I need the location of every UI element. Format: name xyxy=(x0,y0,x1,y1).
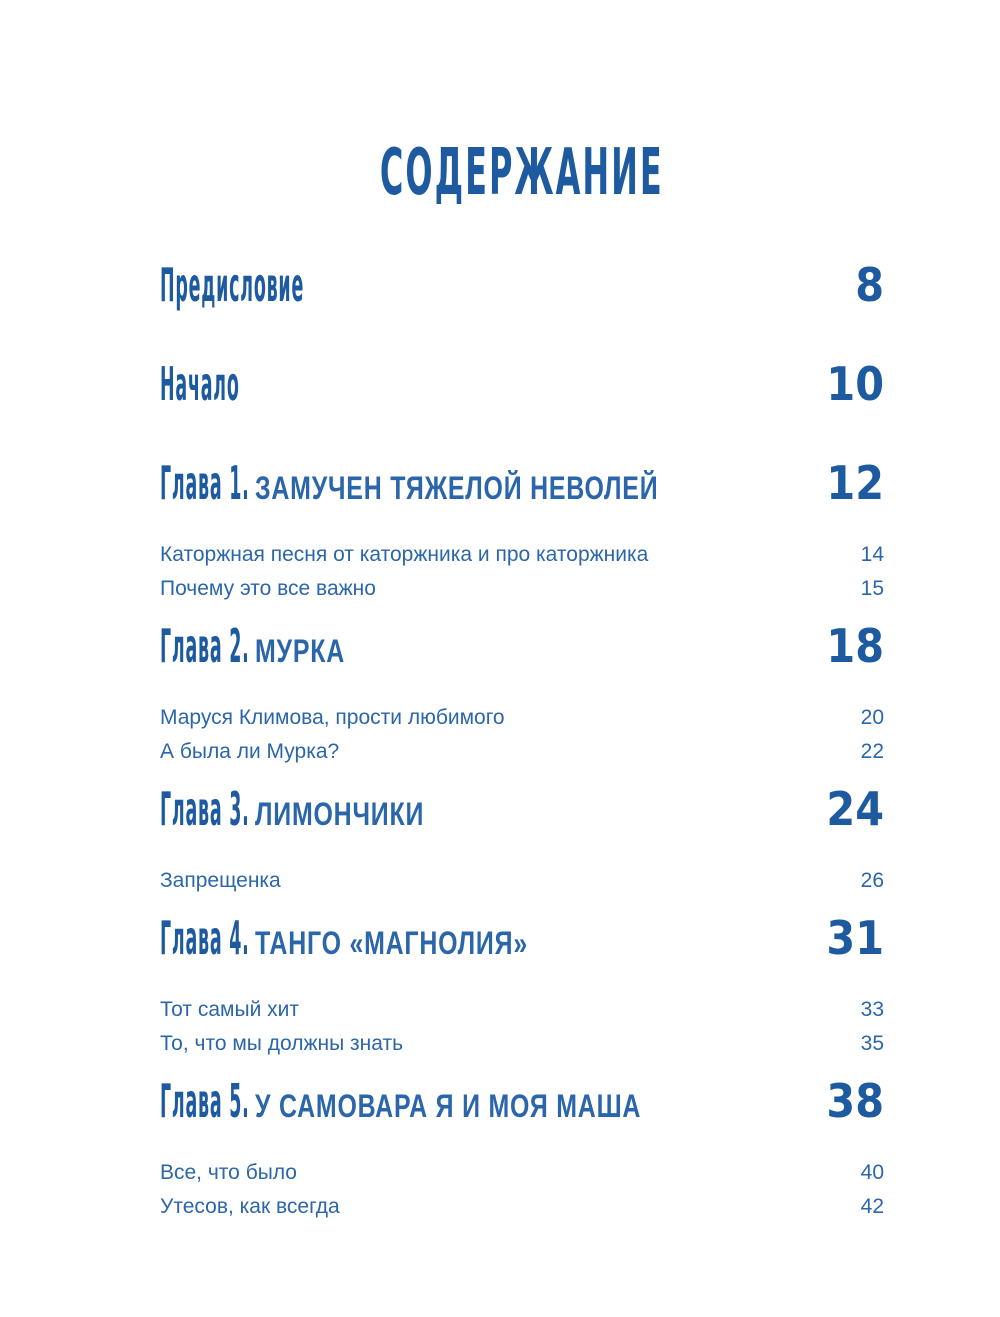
chapter-number-prefix: Глава 4. xyxy=(160,911,250,965)
page-title-row xyxy=(160,136,884,222)
entry-label: То, что мы должны знать xyxy=(160,1032,404,1055)
toc-entry-sub xyxy=(160,1157,884,1191)
toc-entry-sub xyxy=(160,994,884,1028)
entry-label: Почему это все важно xyxy=(160,577,376,600)
toc-entry-chapter xyxy=(160,619,884,681)
page-number: 12 xyxy=(826,456,884,510)
page-number: 26 xyxy=(860,869,884,892)
toc-entry-chapter xyxy=(160,456,884,518)
entry-label: Запрещенка xyxy=(160,869,281,892)
page-number: 18 xyxy=(826,619,884,673)
toc-entry-sub xyxy=(160,1191,884,1225)
page-number: 14 xyxy=(860,543,884,566)
page-number: 33 xyxy=(860,998,884,1021)
page-number: 10 xyxy=(826,357,884,411)
chapter-title: ЗАМУЧЕН ТЯЖЕЛОЙ НЕВОЛЕЙ xyxy=(254,470,659,506)
page-number: 38 xyxy=(826,1074,884,1128)
chapter-title: ЛИМОНЧИКИ xyxy=(254,796,425,832)
entry-label: Утесов, как всегда xyxy=(160,1195,340,1218)
toc-entry-sub xyxy=(160,865,884,899)
chapter-number-prefix: Глава 3. xyxy=(160,782,250,836)
page-number: 20 xyxy=(860,706,884,729)
toc-entry-sub xyxy=(160,539,884,573)
chapter-title: У САМОВАРА Я И МОЯ МАША xyxy=(254,1088,642,1124)
page-number: 15 xyxy=(860,577,884,600)
entry-label xyxy=(160,911,528,966)
entry-label xyxy=(160,782,425,837)
toc-entry-sub xyxy=(160,736,884,770)
toc-entry-sub xyxy=(160,702,884,736)
page-number: 22 xyxy=(860,740,884,763)
entry-label xyxy=(160,1074,642,1129)
entry-label: Все, что было xyxy=(160,1161,297,1184)
entry-label xyxy=(160,456,659,511)
chapter-title: ТАНГО «МАГНОЛИЯ» xyxy=(254,925,528,961)
toc-entry-sub xyxy=(160,1028,884,1062)
toc-entry-section xyxy=(160,357,884,419)
entry-label: Маруся Климова, прости любимого xyxy=(160,706,505,729)
toc-entry-chapter xyxy=(160,911,884,973)
entry-label xyxy=(160,619,345,674)
chapter-number-prefix: Глава 2. xyxy=(160,619,250,673)
toc-entry-section xyxy=(160,258,884,320)
toc-entry-chapter xyxy=(160,782,884,844)
toc-entry-chapter xyxy=(160,1074,884,1136)
toc-entry-sub xyxy=(160,573,884,607)
entry-label: Предисловие xyxy=(160,258,305,312)
entry-label: Начало xyxy=(160,357,240,411)
page-number: 40 xyxy=(860,1161,884,1184)
entry-label: А была ли Мурка? xyxy=(160,740,340,763)
chapter-title: МУРКА xyxy=(254,633,345,669)
page-number: 24 xyxy=(826,782,884,836)
entry-label: Каторжная песня от каторжника и про каторжника xyxy=(160,543,649,566)
chapter-number-prefix: Глава 5. xyxy=(160,1074,250,1128)
page-number: 42 xyxy=(860,1195,884,1218)
page-number: 8 xyxy=(855,258,884,312)
entry-label: Тот самый хит xyxy=(160,998,299,1021)
page-title: СОДЕРЖАНИЕ xyxy=(380,136,664,210)
page-number: 35 xyxy=(860,1032,884,1055)
page-number: 31 xyxy=(826,911,884,965)
chapter-number-prefix: Глава 1. xyxy=(160,456,250,510)
